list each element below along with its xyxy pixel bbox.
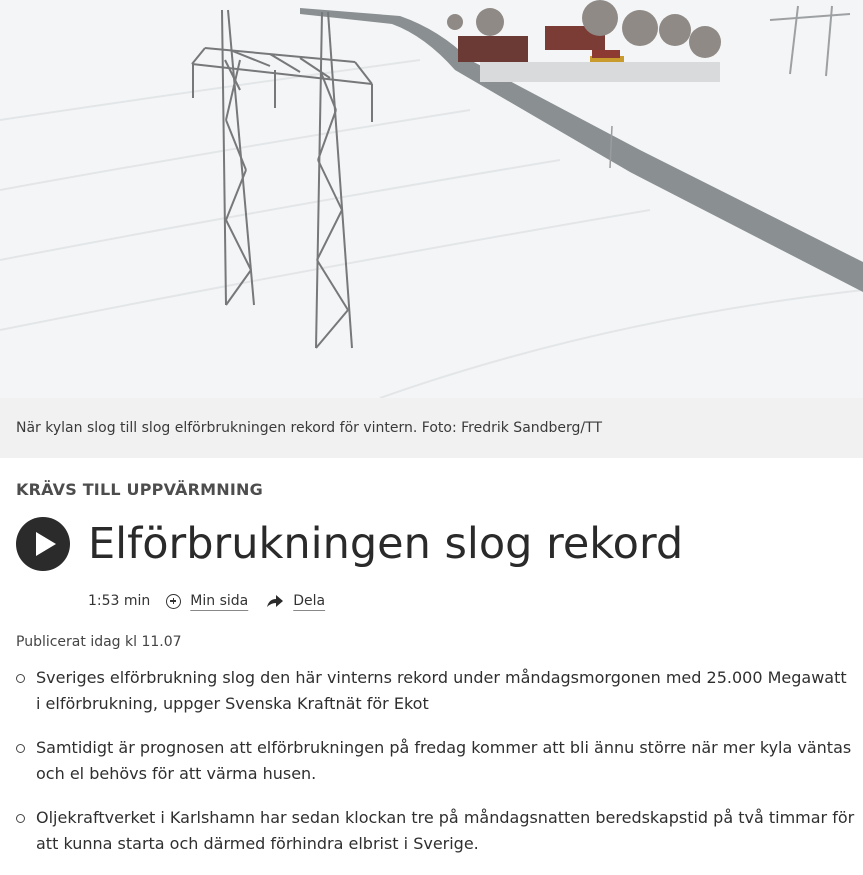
plus-circle-icon [166, 594, 181, 609]
list-item-text: Sveriges elförbrukning slog den här vinterns rekord under måndagsmorgonen med 25.000 Megawatt i elförbrukning, uppger Svenska Kraftnät för Ekot [36, 668, 847, 713]
share-arrow-icon [266, 594, 284, 608]
article-title: Elförbrukningen slog rekord [88, 519, 684, 569]
list-item-text: Samtidigt är prognosen att elförbrukningen på fredag kommer att bli ännu större när mer kyla väntas och el behövs för att värma husen. [36, 738, 852, 783]
article-meta-row [88, 589, 343, 613]
add-to-my-page-link[interactable] [166, 593, 248, 609]
share-label: Dela [293, 593, 326, 609]
article-hero-image [0, 0, 863, 398]
bullet-circle-icon [16, 744, 25, 753]
bullet-circle-icon [16, 814, 25, 823]
list-item-text: Oljekraftverket i Karlshamn har sedan klockan tre på måndagsnatten beredskapstid på två timmar för att kunna starta och därmed förhindra elbrist i Sverige. [36, 808, 855, 853]
image-caption: När kylan slog till slog elförbrukningen rekord för vintern. Foto: Fredrik Sandberg/TT [16, 420, 602, 436]
audio-duration: 1:53 min [88, 593, 151, 609]
list-item [16, 735, 856, 787]
play-icon [36, 532, 56, 556]
article-kicker: KRÄVS TILL UPPVÄRMNING [16, 480, 263, 499]
article-summary-list [16, 665, 856, 875]
play-audio-button[interactable] [16, 517, 70, 571]
bullet-circle-icon [16, 674, 25, 683]
my-page-label: Min sida [190, 593, 249, 609]
published-timestamp: Publicerat idag kl 11.07 [16, 634, 182, 650]
list-item [16, 805, 856, 857]
list-item [16, 665, 856, 717]
share-link[interactable] [266, 593, 325, 609]
